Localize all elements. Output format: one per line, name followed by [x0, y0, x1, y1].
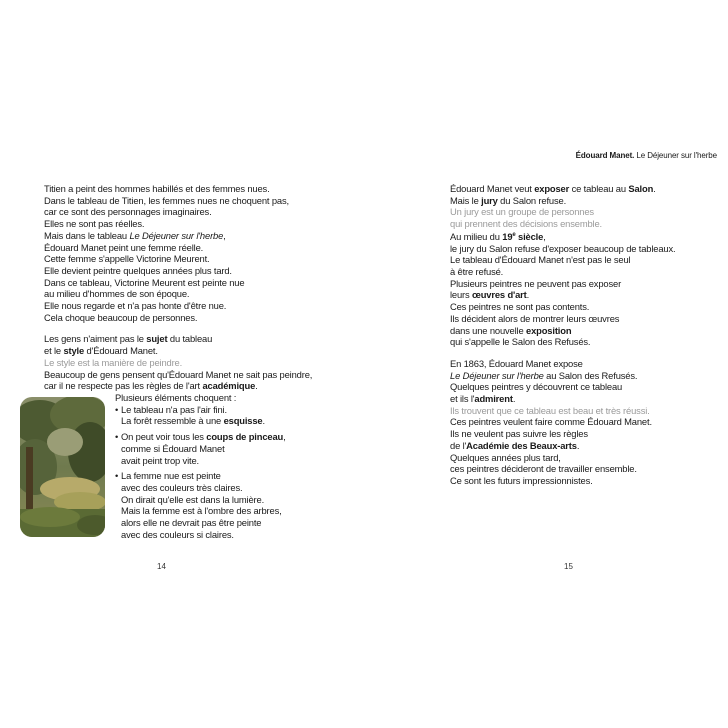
keyword: style — [63, 345, 85, 357]
text-line: Quelques années plus tard, — [450, 451, 561, 463]
list-item-line: avec des couleurs très claires. — [121, 481, 243, 493]
text-line: qui s'appelle le Salon des Refusés. — [450, 336, 591, 348]
running-header-author: Édouard Manet. — [575, 151, 635, 160]
keyword: 19e siècle — [502, 230, 544, 242]
keyword: œuvres d'art — [472, 289, 527, 301]
definition-line: qui prennent des décisions ensemble. — [450, 218, 602, 230]
text-line: Ils décident alors de montrer leurs œuvres — [450, 312, 620, 324]
text-line: Le tableau d'Édouard Manet n'est pas le seul — [450, 254, 631, 266]
text-line: Mais le jury du Salon refuse. — [450, 194, 567, 206]
text-line: et ils l'admirent. — [450, 393, 516, 405]
text-line: Quelques peintres y découvrent ce tableau — [450, 381, 623, 393]
list-item: • On peut voir tous les coups de pinceau, — [115, 431, 286, 443]
text-line: Cela choque beaucoup de personnes. — [44, 311, 198, 323]
keyword: exposer — [534, 183, 570, 194]
text-line: Les gens n'aiment pas le sujet du tableau — [44, 333, 213, 345]
page-number: 15 — [564, 562, 573, 571]
text-line: Ce sont les futurs impressionnistes. — [450, 475, 593, 486]
painting-detail-image — [20, 397, 105, 537]
text-line: Mais dans le tableau Le Déjeuner sur l'herbe, — [44, 229, 226, 241]
list-item-line: La forêt ressemble à une esquisse. — [121, 415, 265, 427]
list-item: • La femme nue est peinte — [115, 470, 221, 482]
right-body-text — [450, 183, 675, 487]
right-page — [364, 0, 728, 728]
text-line: car il ne respecte pas les règles de l'art académique. — [44, 380, 258, 392]
text-line: Elles ne sont pas réelles. — [44, 218, 145, 230]
bullet-icon: • — [115, 431, 119, 443]
page-number: 14 — [157, 562, 166, 571]
text-line: Ils ne veulent pas suivre les règles — [450, 428, 588, 440]
text-line: Elle devient peintre quelques années plus tard. — [44, 264, 232, 276]
keyword: sujet — [146, 333, 168, 345]
running-header — [576, 151, 717, 160]
list-item-line: On dirait qu'elle est dans la lumière. — [121, 493, 265, 505]
keyword: Académie des Beaux-arts — [466, 439, 577, 451]
text-line: leurs œuvres d'art. — [450, 289, 530, 301]
text-line: Plusieurs peintres ne peuvent pas exposer — [450, 277, 622, 289]
bullet-icon: • — [115, 470, 119, 482]
list-item-line: comme si Édouard Manet — [121, 442, 225, 454]
keyword: admirent — [474, 393, 513, 405]
list-item-line: avait peint trop vite. — [121, 454, 199, 466]
list-block — [115, 392, 286, 540]
text-line: En 1863, Édouard Manet expose — [450, 357, 583, 369]
text-line: Beaucoup de gens pensent qu'Édouard Manet ne sait pas peindre, — [44, 368, 313, 380]
keyword: académique — [202, 380, 256, 392]
text-line: car ce sont des personnages imaginaires. — [44, 206, 212, 218]
definition-line: Le style est la manière de peindre. — [44, 356, 183, 368]
text-line: Édouard Manet veut exposer ce tableau au Salon. — [450, 183, 656, 194]
text-line: Cette femme s'appelle Victorine Meurent. — [44, 253, 210, 265]
keyword: exposition — [526, 324, 572, 336]
artwork-title: Le Déjeuner sur l'herbe — [450, 369, 544, 381]
text-line: Dans le tableau de Titien, les femmes nues ne choquent pas, — [44, 194, 289, 206]
artwork-title: Le Déjeuner sur l'herbe — [129, 229, 224, 241]
bullet-icon: • — [115, 403, 119, 415]
text-line: ces peintres décideront de travailler ensemble. — [450, 463, 637, 475]
text-line: Titien a peint des hommes habillés et des femmes nues. — [44, 183, 270, 194]
text-line: dans une nouvelle exposition — [450, 324, 572, 336]
text-line: Le Déjeuner sur l'herbe au Salon des Refusés. — [450, 369, 638, 381]
list-item: • Le tableau n'a pas l'air fini. — [115, 403, 227, 415]
text-line: Ces peintres ne sont pas contents. — [450, 301, 590, 313]
list-item-line: Mais la femme est à l'ombre des arbres, — [121, 505, 282, 517]
definition-line: Un jury est un groupe de personnes — [450, 206, 594, 218]
text-line: et le style d'Édouard Manet. — [44, 345, 158, 357]
text-line: Dans ce tableau, Victorine Meurent est peinte nue — [44, 276, 245, 288]
text-line: Ces peintres veulent faire comme Édouard Manet. — [450, 416, 652, 428]
left-body-text — [44, 183, 312, 392]
running-header-title: Le Déjeuner sur l'herbe — [634, 151, 717, 160]
list-item-line: alors elle ne devrait pas être peinte — [121, 517, 262, 529]
text-line: Au milieu du 19e siècle, — [450, 230, 546, 242]
keyword: esquisse — [223, 415, 263, 427]
keyword: jury — [481, 194, 498, 206]
text-line: Elle nous regarde et n'a pas honte d'être nue. — [44, 300, 227, 312]
list-intro: Plusieurs éléments choquent : — [115, 392, 237, 403]
text-line: le jury du Salon refuse d'exposer beaucoup de tableaux. — [450, 242, 676, 254]
text-line: Édouard Manet peint une femme réelle. — [44, 241, 204, 253]
keyword: coups de pinceau — [206, 431, 284, 443]
definition-line: Ils trouvent que ce tableau est beau et très réussi. — [450, 404, 650, 416]
text-line: de l'Académie des Beaux-arts. — [450, 439, 580, 451]
list-item-line: avec des couleurs si claires. — [121, 528, 234, 540]
text-line: au milieu d'hommes de son époque. — [44, 288, 190, 300]
keyword: Salon — [628, 183, 654, 194]
text-line: à être refusé. — [450, 266, 504, 278]
